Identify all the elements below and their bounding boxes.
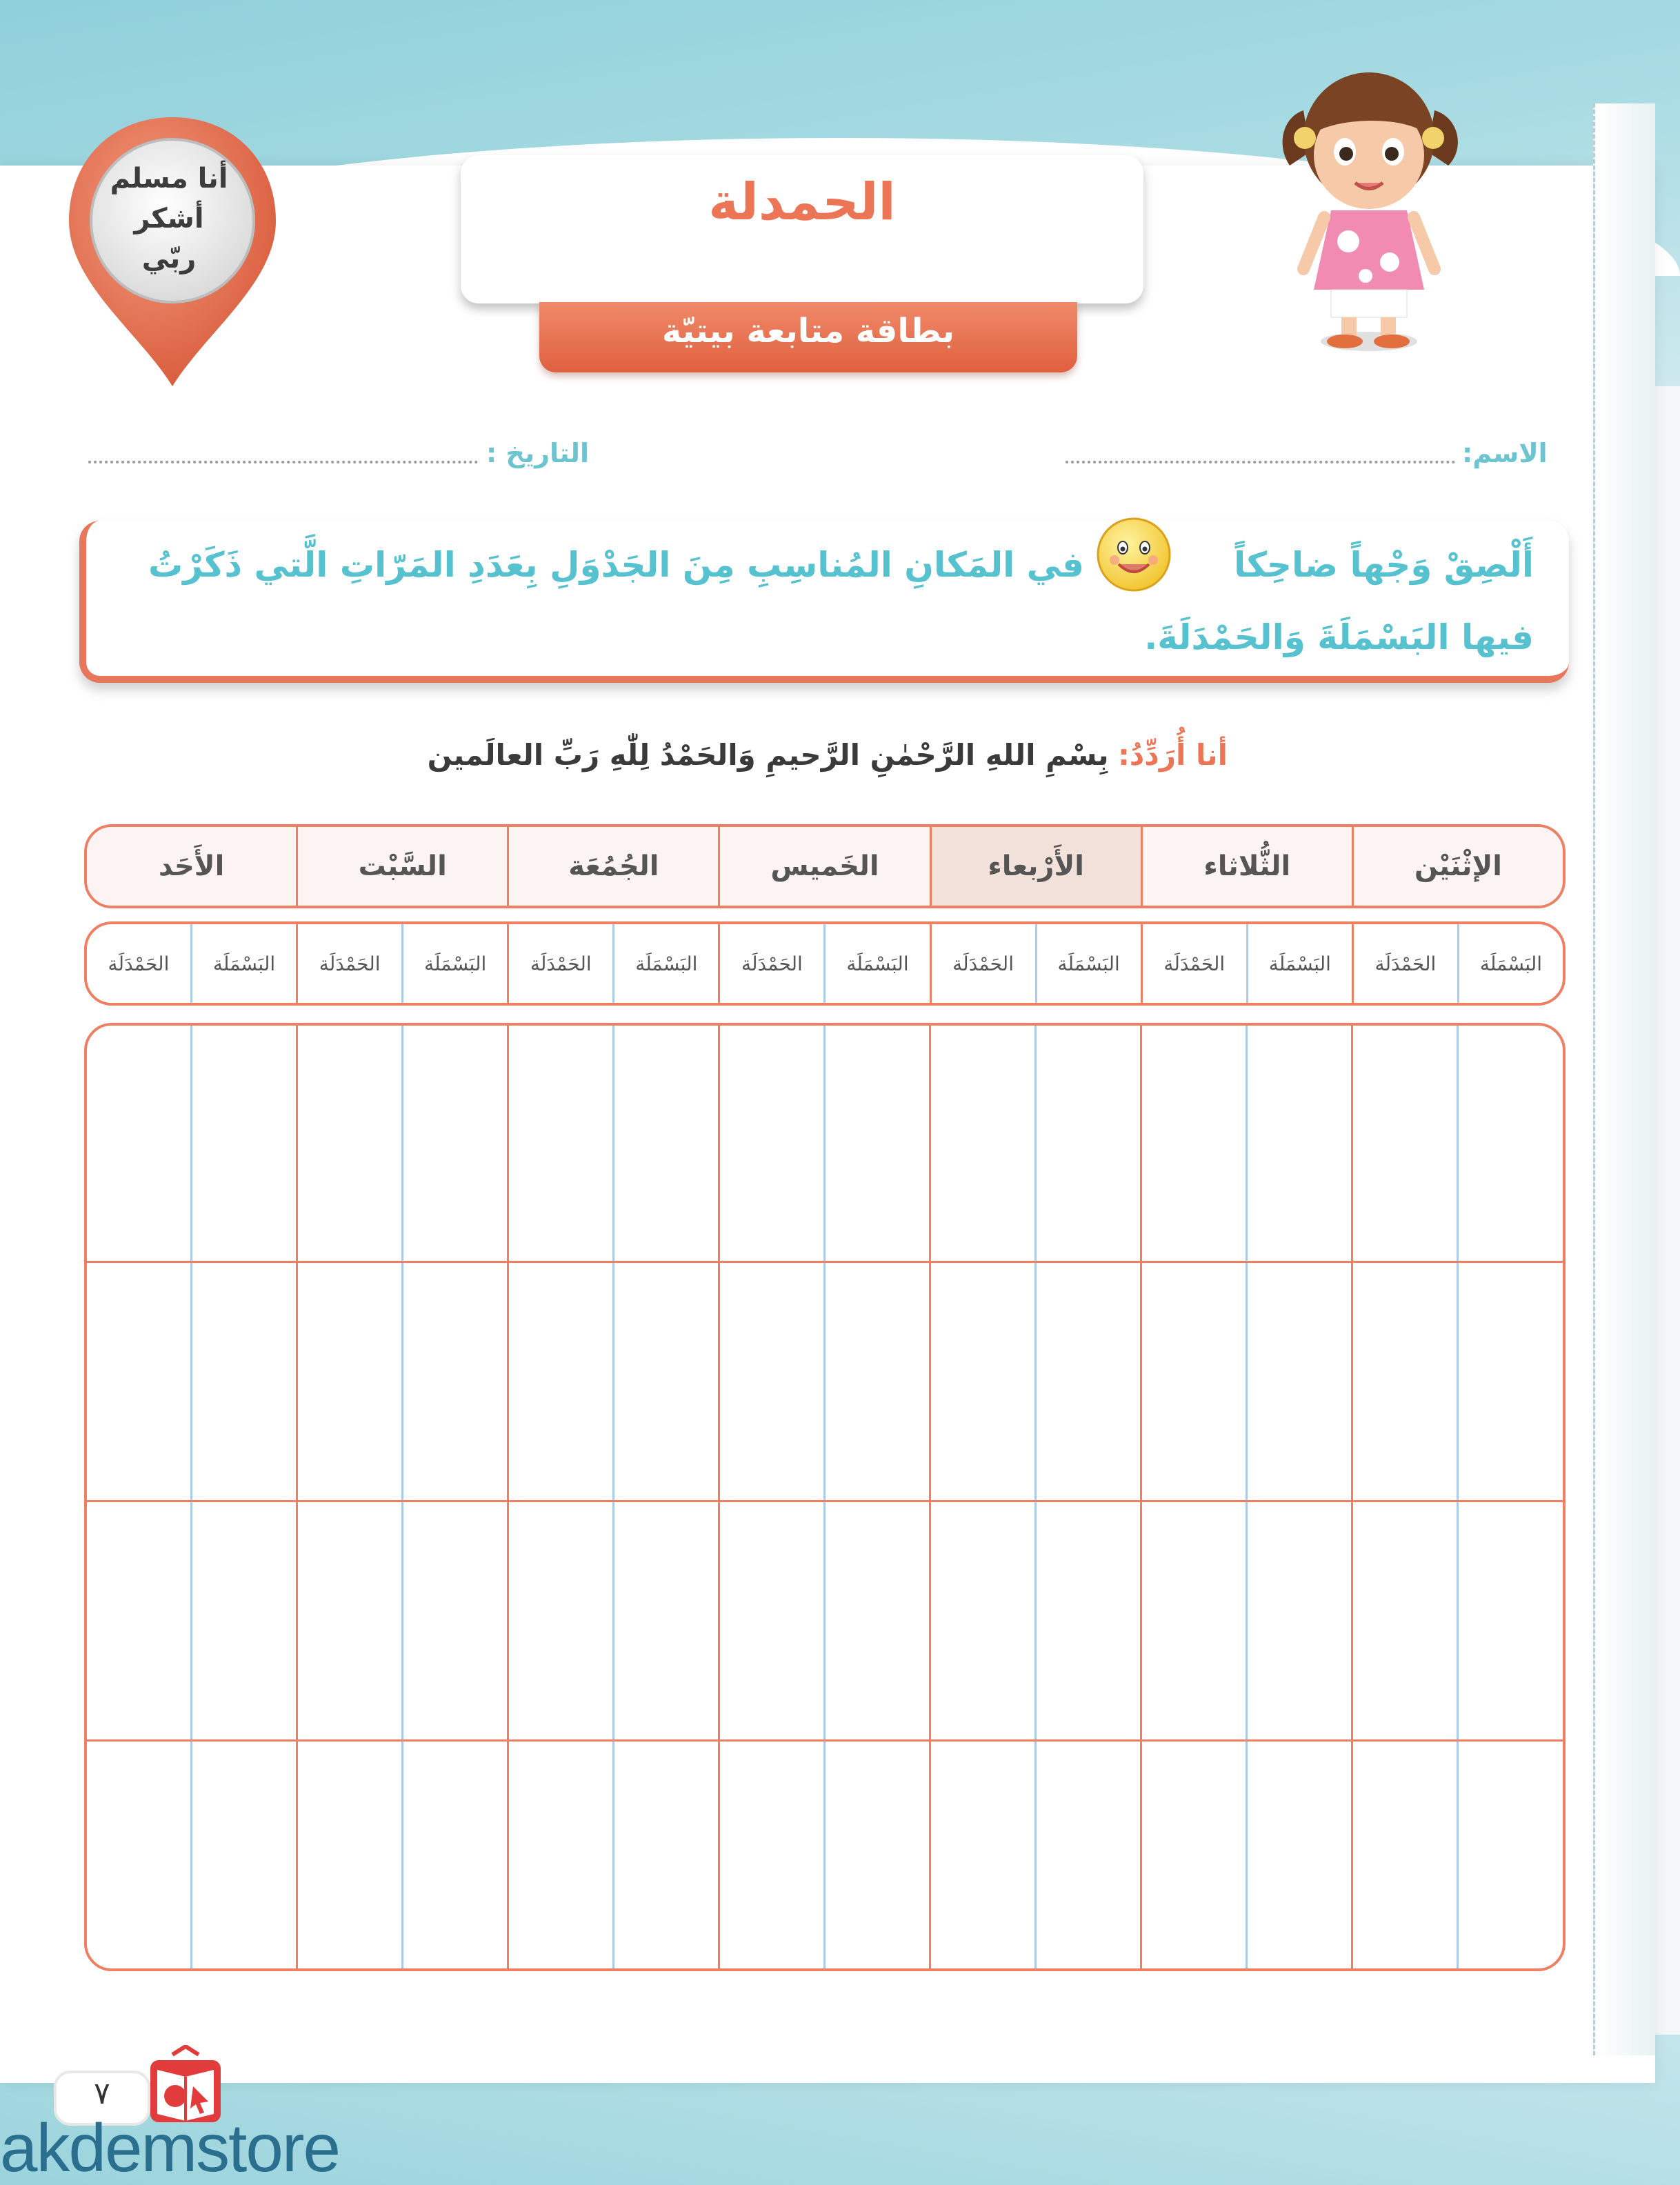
- date-label: التاريخ :: [486, 438, 590, 468]
- grid-column-line: [823, 1026, 826, 1968]
- subheader-hamdala: الحَمْدَلَة: [507, 924, 612, 1003]
- page-binding-edge: [1593, 103, 1655, 2055]
- day-wednesday: الأَرْبعاء: [930, 827, 1141, 906]
- subheader-basmala: البَسْمَلَة: [1246, 924, 1352, 1003]
- subheader-basmala: البَسْمَلَة: [1457, 924, 1563, 1003]
- store-watermark: akdemstore: [0, 2110, 340, 2185]
- girl-illustration: [1262, 62, 1476, 366]
- page-title: الحمدلة: [708, 172, 896, 232]
- grid-column-line: [401, 1026, 403, 1968]
- day-tuesday: الثُّلاثاء: [1141, 827, 1352, 906]
- grid-row-line: [87, 1500, 1563, 1502]
- repeat-lead: أنا أُرَدِّدُ:: [1117, 738, 1228, 772]
- grid-column-line: [612, 1026, 614, 1968]
- subheader-basmala: البَسْمَلَة: [401, 924, 507, 1003]
- day-sunday: الأَحَد: [87, 827, 296, 906]
- name-field[interactable]: [1066, 461, 1455, 463]
- day-friday: الجُمُعَة: [507, 827, 718, 906]
- smiley-face-icon: [1095, 516, 1172, 593]
- days-header-row: [84, 824, 1566, 908]
- grid-column-line: [1140, 1026, 1142, 1968]
- grid-column-line: [190, 1026, 192, 1968]
- pin-line-1: أنا مسلم: [110, 163, 228, 194]
- repeat-text: بِسْمِ اللهِ الرَّحْمٰنِ الرَّحيمِ وَالحَمْدُ لِلّٰهِ رَبِّ العالَمين: [427, 738, 1109, 772]
- subheader-basmala: البَسْمَلَة: [1035, 924, 1141, 1003]
- repeat-line: [428, 738, 1228, 772]
- date-field[interactable]: [88, 461, 478, 463]
- tracking-grid[interactable]: [84, 1023, 1566, 1971]
- page-subtitle: بطاقة متابعة بيتيّة: [661, 312, 955, 350]
- subheader-basmala: البَسْمَلَة: [823, 924, 929, 1003]
- day-saturday: السَّبْت: [296, 827, 507, 906]
- pin-line-2: أشكر ربّي: [134, 203, 204, 275]
- instruction-part-1: أَلْصِقْ وَجْهاً ضاحِكاً: [1234, 545, 1534, 585]
- grid-row-line: [87, 1261, 1563, 1263]
- day-thursday: الخَميس: [718, 827, 929, 906]
- grid-column-line: [718, 1026, 720, 1968]
- instruction-part-3: فيها البَسْمَلَةَ وَالحَمْدَلَةَ.: [1144, 617, 1534, 657]
- grid-row-line: [87, 1739, 1563, 1742]
- grid-column-line: [507, 1026, 509, 1968]
- subheader-basmala: البَسْمَلَة: [612, 924, 718, 1003]
- grid-column-line: [296, 1026, 298, 1968]
- subheader-hamdala: الحَمْدَلَة: [930, 924, 1035, 1003]
- subheader-hamdala: الحَمْدَلَة: [108, 952, 170, 975]
- subheader-hamdala: الحَمْدَلَة: [1141, 924, 1246, 1003]
- page-number: ٧: [94, 2076, 110, 2111]
- subheader-hamdala: الحَمْدَلَة: [296, 924, 401, 1003]
- subheader-hamdala: الحَمْدَلَة: [718, 924, 823, 1003]
- grid-column-line: [1351, 1026, 1353, 1968]
- instruction-part-2: في المَكانِ المُناسِبِ مِنَ الجَدْوَلِ بِعَدَدِ المَرّاتِ الَّتي ذَكَرْتُ: [148, 545, 1084, 585]
- grid-column-line: [1457, 1026, 1459, 1968]
- subheader-hamdala: الحَمْدَلَة: [1352, 924, 1457, 1003]
- day-monday: الإثْنَيْن: [1352, 827, 1563, 906]
- subheaders-row: [84, 921, 1566, 1006]
- name-label: الاسم:: [1462, 438, 1548, 468]
- pin-caption: [103, 159, 234, 279]
- subheader-basmala: البَسْمَلَة: [190, 924, 296, 1003]
- grid-column-line: [1034, 1026, 1037, 1968]
- grid-column-line: [1246, 1026, 1248, 1968]
- grid-column-line: [929, 1026, 931, 1968]
